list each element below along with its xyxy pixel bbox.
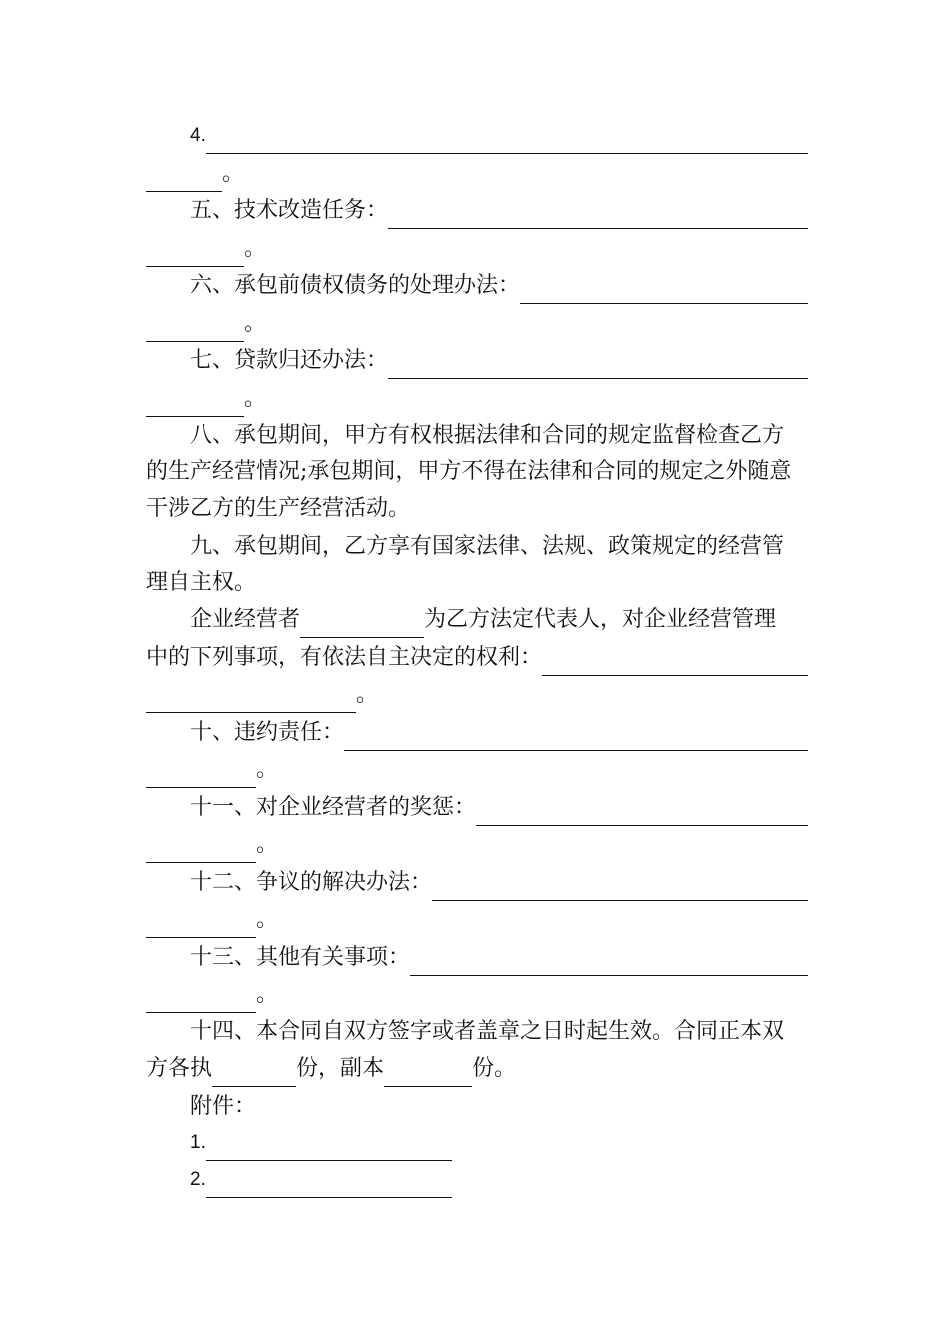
clause-4-line1 — [190, 118, 808, 154]
clause-5-end: 。 — [244, 236, 267, 261]
operator-label: 企业经营者 — [190, 607, 301, 632]
operator-rights-label: 中的下列事项，有依法自主决定的权利： — [146, 645, 543, 670]
clause-6-line1 — [190, 268, 808, 304]
attachment-1 — [190, 1125, 808, 1161]
clause-12-line1 — [190, 865, 808, 901]
clause-6-blank-cont[interactable] — [146, 313, 244, 342]
clause-12-blank[interactable] — [432, 872, 808, 901]
clause-4-end: 。 — [222, 161, 245, 186]
clause-13-blank-cont[interactable] — [146, 984, 256, 1013]
clause-11-line2 — [146, 827, 808, 863]
clause-11-end: 。 — [256, 832, 279, 857]
clause-14-text-c: 份。 — [472, 1056, 517, 1081]
clause-7-blank-cont[interactable] — [146, 388, 244, 417]
clause-14-text-a: 方各执 — [146, 1056, 213, 1081]
clause-8-line2: 的生产经营情况;承包期间，甲方不得在法律和合同的规定之外随意 — [146, 459, 792, 484]
clause-4-line2 — [146, 156, 808, 192]
attachment-1-blank[interactable] — [206, 1132, 452, 1161]
clause-12-end: 。 — [256, 907, 279, 932]
clause-11-label: 十一、对企业经营者的奖惩： — [190, 795, 477, 820]
attachment-2-blank[interactable] — [206, 1169, 452, 1198]
clause-12-label: 十二、争议的解决办法： — [190, 870, 433, 895]
clause-6-blank[interactable] — [520, 275, 808, 304]
clause-14-line1: 十四、本合同自双方签字或者盖章之日时起生效。合同正本双 — [190, 1019, 785, 1044]
original-copies-blank[interactable] — [212, 1058, 296, 1087]
clause-11-blank[interactable] — [476, 797, 808, 826]
operator-line2 — [146, 640, 808, 676]
clause-5-line2 — [146, 231, 808, 267]
attachment-1-number: 1. — [190, 1132, 206, 1153]
clause-7-label: 七、贷款归还办法： — [190, 348, 389, 373]
operator-name-blank[interactable] — [300, 609, 424, 638]
clause-13-label: 十三、其他有关事项： — [190, 945, 411, 970]
clause-9-line1: 九、承包期间，乙方享有国家法律、法规、政策规定的经营管 — [190, 534, 785, 559]
clause-8-line3: 干涉乙方的生产经营活动。 — [146, 496, 411, 521]
operator-line1 — [190, 602, 808, 638]
clause-13-line1 — [190, 940, 808, 976]
clause-5-blank[interactable] — [388, 200, 808, 229]
clause-5-blank-cont[interactable] — [146, 238, 244, 267]
clause-4-number: 4. — [190, 125, 206, 146]
clause-13-blank[interactable] — [410, 947, 808, 976]
operator-line3 — [146, 677, 808, 713]
clause-9-line2: 理自主权。 — [146, 570, 257, 595]
clause-7-line1 — [190, 343, 808, 379]
clause-12-blank-cont[interactable] — [146, 909, 256, 938]
clause-4-blank[interactable] — [206, 125, 808, 154]
clause-6-end: 。 — [244, 311, 267, 336]
clause-13-line2 — [146, 977, 808, 1013]
clause-10-line1 — [190, 715, 808, 751]
clause-11-line1 — [190, 790, 808, 826]
clause-14-line2 — [146, 1051, 808, 1087]
attachments-heading: 附件： — [190, 1094, 257, 1119]
clause-13-end: 。 — [256, 982, 279, 1007]
clause-8-line1: 八、承包期间，甲方有权根据法律和合同的规定监督检查乙方 — [190, 423, 785, 448]
clause-12-line2 — [146, 902, 808, 938]
clause-7-end: 。 — [244, 386, 267, 411]
operator-text: 为乙方法定代表人，对企业经营管理 — [424, 607, 777, 632]
clause-5-label: 五、技术改造任务： — [190, 198, 389, 223]
clause-4-blank-cont[interactable] — [146, 163, 222, 192]
duplicate-copies-blank[interactable] — [384, 1058, 472, 1087]
clause-10-blank[interactable] — [344, 722, 808, 751]
operator-end: 。 — [356, 682, 379, 707]
clause-10-blank-cont[interactable] — [146, 759, 256, 788]
clause-7-blank[interactable] — [388, 350, 808, 379]
operator-rights-blank-cont[interactable] — [146, 684, 356, 713]
clause-10-line2 — [146, 752, 808, 788]
operator-rights-blank[interactable] — [542, 647, 808, 676]
clause-14-text-b: 份，副本 — [296, 1056, 385, 1081]
clause-7-line2 — [146, 381, 808, 417]
clause-11-blank-cont[interactable] — [146, 834, 256, 863]
clause-10-end: 。 — [256, 757, 279, 782]
clause-6-label: 六、承包前债权债务的处理办法： — [190, 273, 521, 298]
attachment-2-number: 2. — [190, 1169, 206, 1190]
clause-10-label: 十、违约责任： — [190, 720, 345, 745]
attachment-2 — [190, 1162, 808, 1198]
clause-6-line2 — [146, 306, 808, 342]
clause-5-line1 — [190, 193, 808, 229]
